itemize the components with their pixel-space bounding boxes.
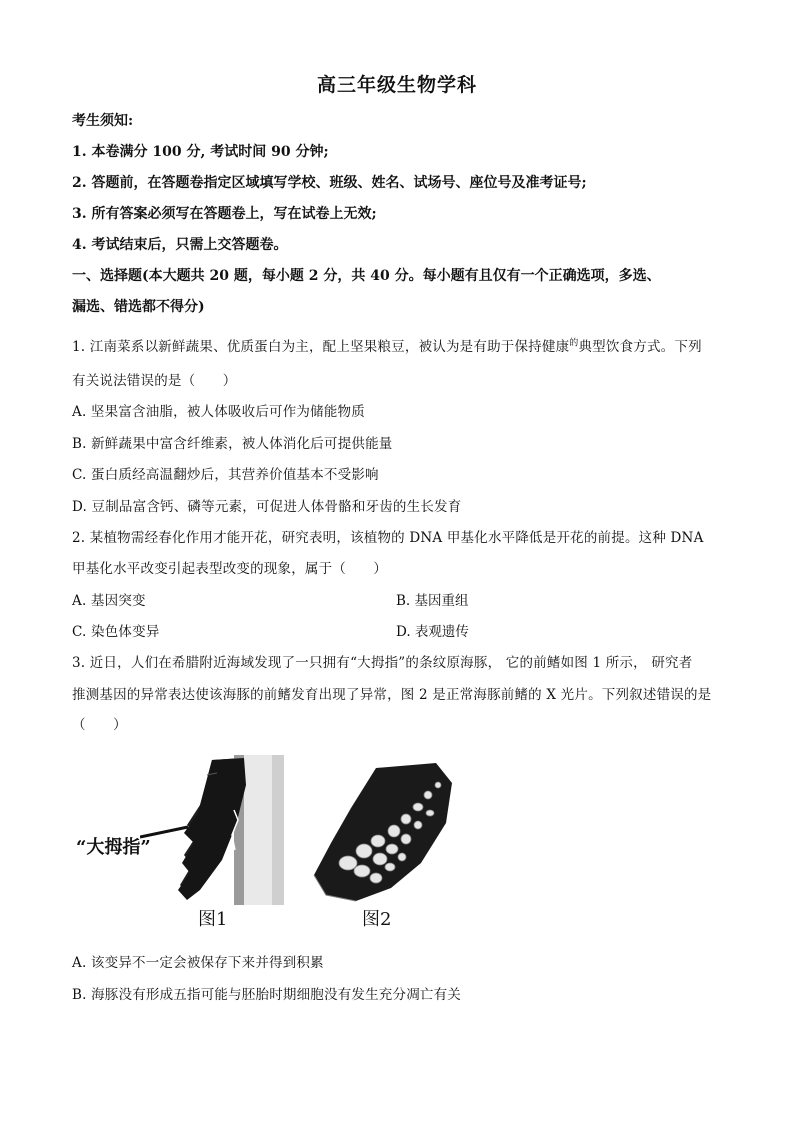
q1-stem-part: 典型饮食方式。下列 <box>578 339 702 355</box>
q2-option-d: D. 表观遗传 <box>396 624 469 640</box>
section-heading: 一、选择题(本大题共 20 题，每小题 2 分，共 40 分。每小题有且仅有一个正确选项，多选、 <box>72 268 661 284</box>
notice-item: 4. 考试结束后，只需上交答题卷。 <box>72 237 288 253</box>
q1-stem-line1 <box>72 335 702 355</box>
q3-stem-line1: 3. 近日，人们在希腊附近海域发现了一只拥有“大拇指”的条纹原海豚， 它的前鳍如图 1 所示， 研究者 <box>72 655 693 671</box>
q1-option-a: A. 坚果富含油脂，被人体吸收后可作为储能物质 <box>72 404 365 420</box>
notice-item: 3. 所有答案必须写在答题卷上，写在试卷上无效; <box>72 206 377 222</box>
q2-option-b: B. 基因重组 <box>396 593 469 609</box>
q1-option-b: B. 新鲜蔬果中富含纤维素，被人体消化后可提供能量 <box>72 436 393 452</box>
thumb-callout-label: “大拇指” <box>76 837 151 858</box>
page-title: 高三年级生物学科 <box>316 74 477 96</box>
q2-stem-line1: 2. 某植物需经春化作用才能开花，研究表明，该植物的 DNA 甲基化水平降低是开花的前提。这种 DNA <box>72 530 704 546</box>
q3-stem-line2: 推测基因的异常表达使该海豚的前鳍发育出现了异常，图 2 是正常海豚前鳍的 X 光片。下列叙述错误的是 <box>72 687 712 703</box>
fig1-label: 图1 <box>198 909 228 930</box>
q3-stem-line3: （ ） <box>72 717 127 733</box>
notice-item: 1. 本卷满分 100 分, 考试时间 90 分钟; <box>72 144 329 160</box>
section-heading-cont: 漏选、错选都不得分) <box>72 299 205 315</box>
fig2-label: 图2 <box>362 909 392 930</box>
q3-figure <box>72 755 472 935</box>
q1-option-c: C. 蛋白质经高温翻炒后，其营养价值基本不受影响 <box>72 467 379 483</box>
notice-heading: 考生须知: <box>72 113 134 129</box>
q2-option-c: C. 染色体变异 <box>72 624 160 640</box>
fig2-xray-flipper-image <box>306 763 454 903</box>
q1-stem-part: 1. 江南菜系以新鲜蔬果、优质蛋白为主，配上坚果粮豆，被认为是有助于保持健康 <box>72 339 570 355</box>
q2-stem-line2: 甲基化水平改变引起表型改变的现象，属于（ ） <box>72 561 388 577</box>
q3-option-b: B. 海豚没有形成五指可能与胚胎时期细胞没有发生充分凋亡有关 <box>72 987 462 1003</box>
q2-option-a: A. 基因突变 <box>72 593 146 609</box>
q1-option-d: D. 豆制品富含钙、磷等元素，可促进人体骨骼和牙齿的生长发育 <box>72 499 462 515</box>
notice-item: 2. 答题前，在答题卷指定区域填写学校、班级、姓名、试场号、座位号及准考证号; <box>72 175 587 191</box>
q1-stem-line2: 有关说法错误的是（ ） <box>72 373 237 389</box>
q3-option-a: A. 该变异不一定会被保存下来并得到积累 <box>72 955 324 971</box>
q1-stem-sup: 的 <box>569 338 579 349</box>
